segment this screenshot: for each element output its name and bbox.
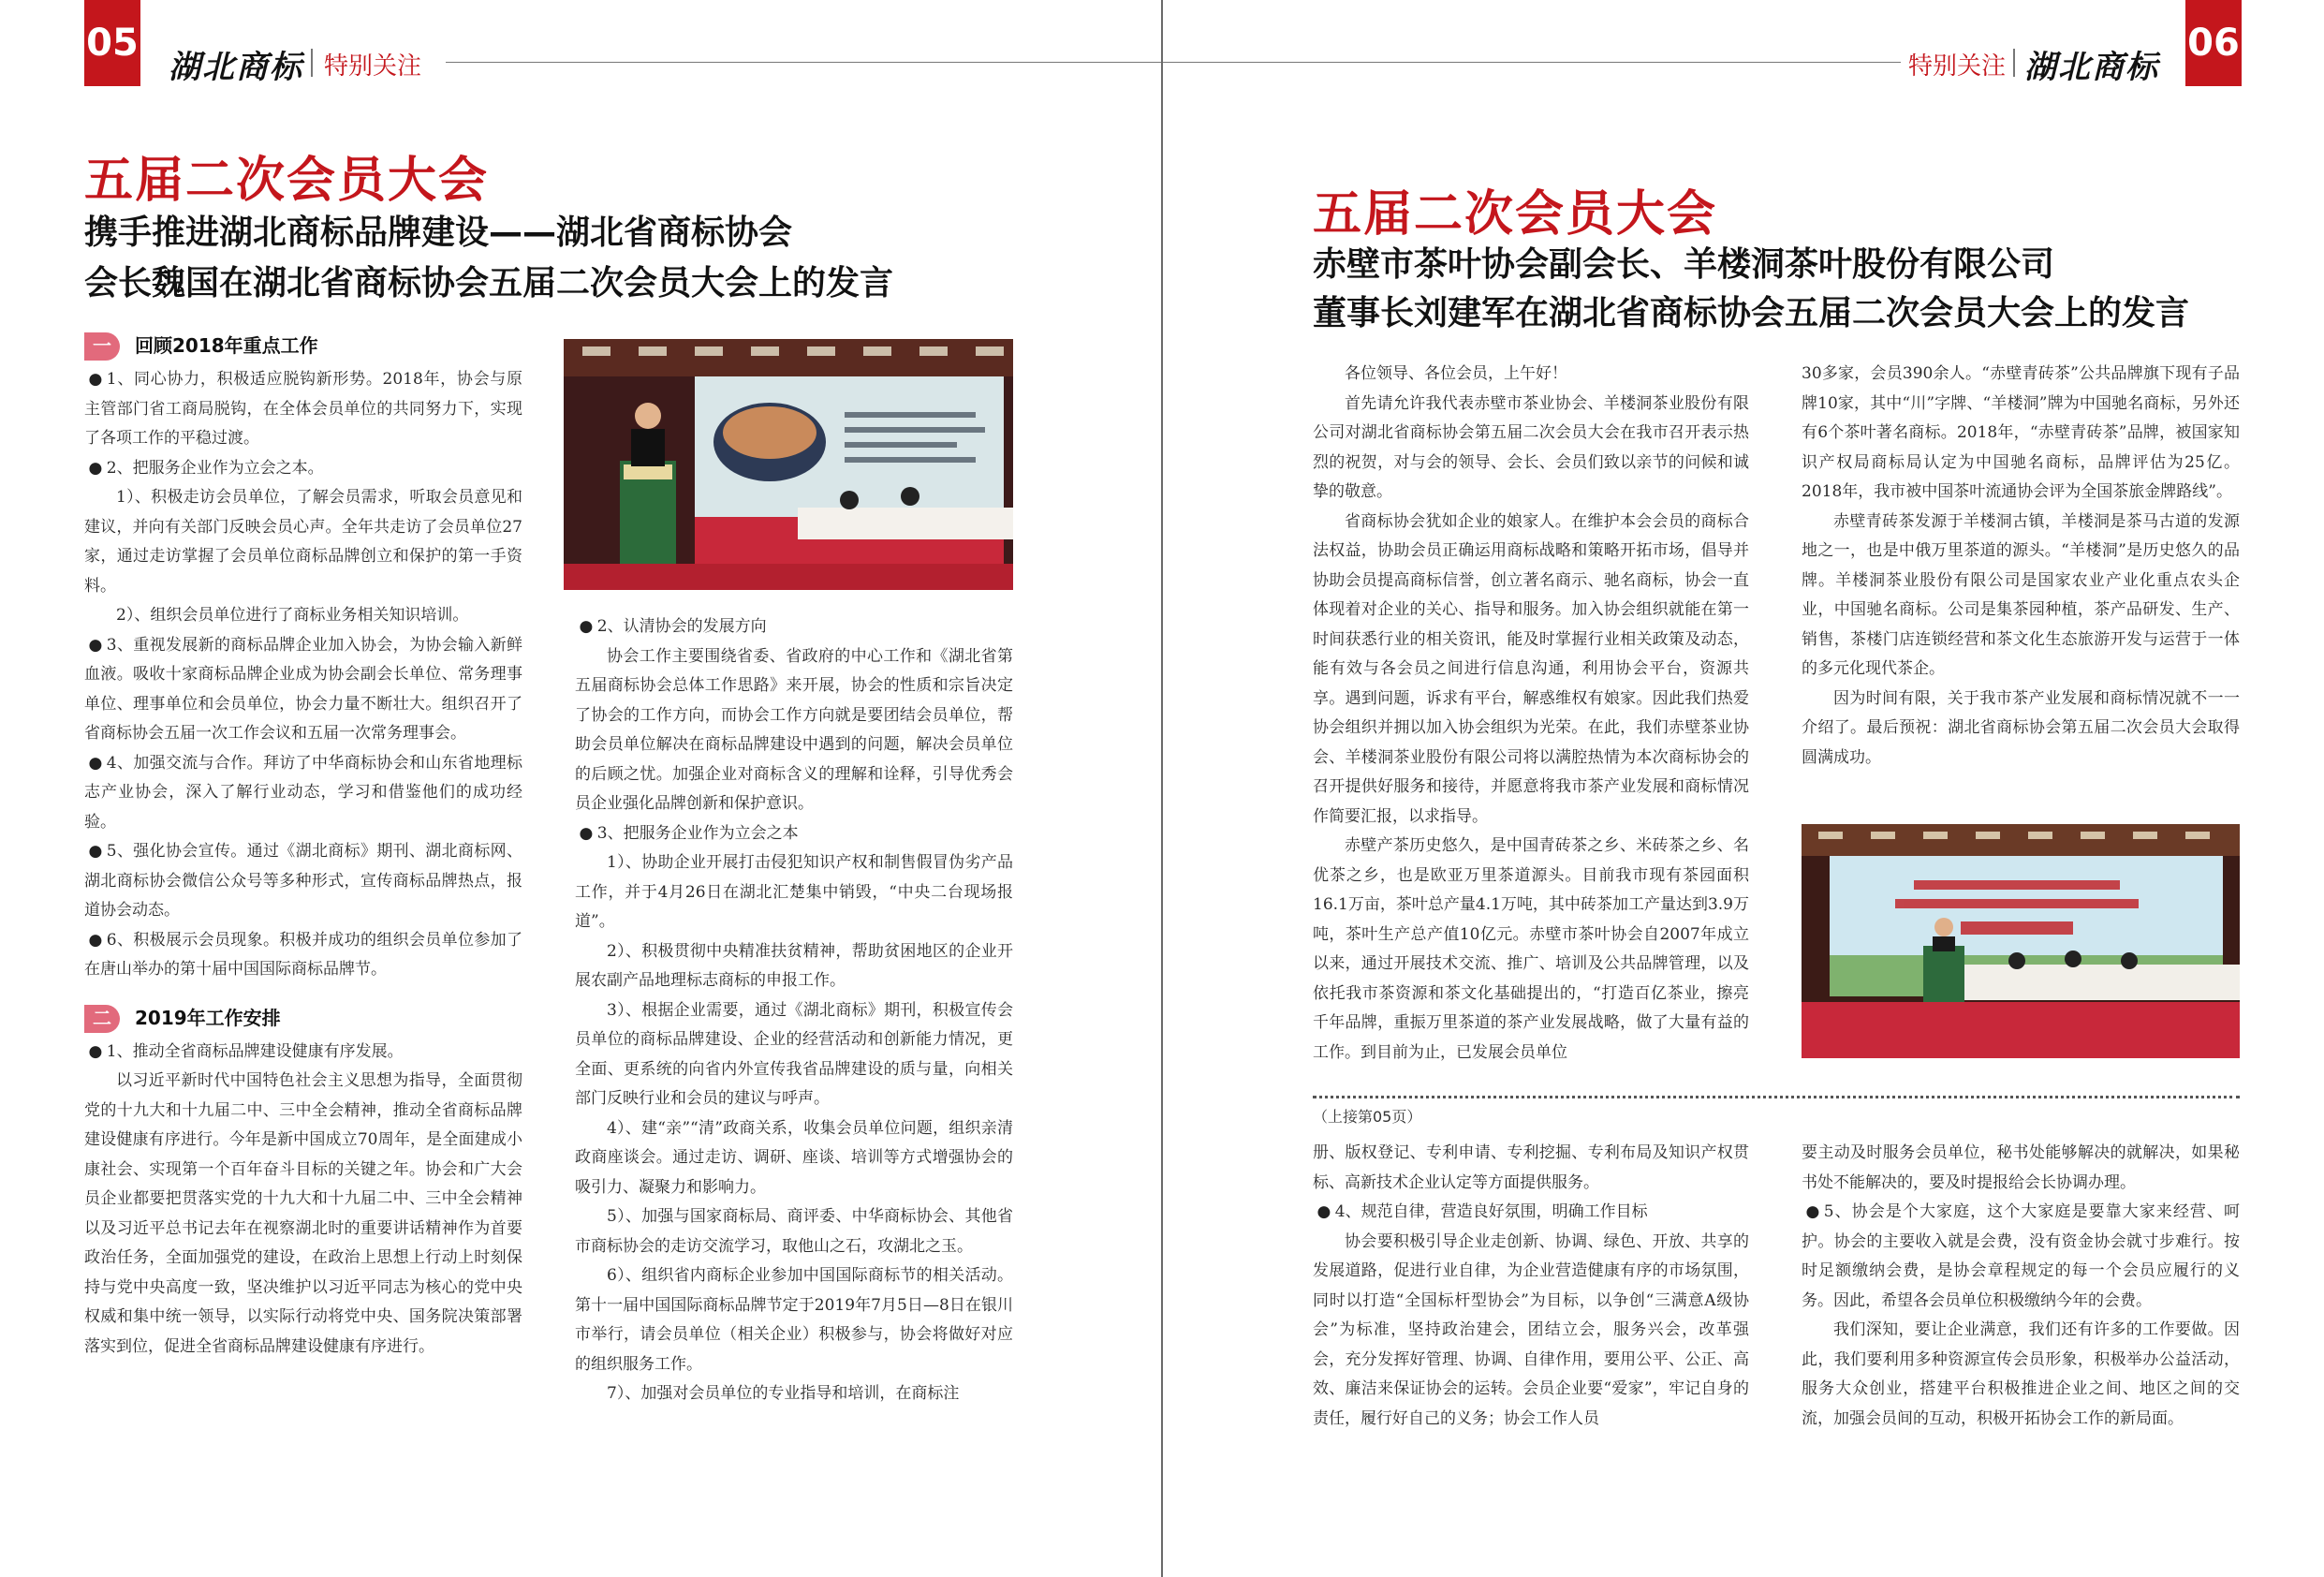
paragraph: 2）、积极贯彻中央精准扶贫精神，帮助贫困地区的企业开展农副产品地理标志商标的申报工作。 <box>575 941 1013 990</box>
paragraph: 要主动及时服务会员单位，秘书处能够解决的就解决，如果秘书处不能解决的，要及时提报给会长协调办理。 <box>1802 1143 2240 1192</box>
paragraph: ● 1、同心协力，积极适应脱钩新形势。2018年，协会与原主管部门省工商局脱钩，在全体会员单位的共同努力下，实现了各项工作的平稳过渡。 <box>84 370 522 448</box>
page-number-left: 05 <box>84 0 140 86</box>
section-header-plan <box>84 1002 522 1036</box>
left-column-1 <box>84 326 522 1362</box>
paragraph: 协会工作主要围绕省委、省政府的中心工作和《湖北省第五届商标协会总体工作思路》来开展，协会的性质和宗旨决定了协会的工作方向，而协会工作方向就是要团结会员单位，帮助会员单位解决在商标品牌建设中遇到的问题，解决会员单位的后顾之忧。加强企业对商标含义的理解和诠释，引导优秀会员企业强化品牌创新和保护意识。 <box>575 646 1013 813</box>
chibi-speech-photo <box>1802 824 2240 1058</box>
section-label: 2019年工作安排 <box>135 1006 281 1029</box>
paragraph: 首先请允许我代表赤壁市茶业协会、羊楼洞茶业股份有限公司对湖北省商标协会第五届二次会员大会在我市召开表示热烈的祝贺，对与会的领导、会长、会员们致以亲节的问候和诚挚的敬意。 <box>1313 393 1749 501</box>
brand-logo-left: 湖北商标 <box>169 49 303 86</box>
conference-title-right: 五届二次会员大会 <box>1313 186 1718 243</box>
paragraph: ● 2、认清协会的发展方向 <box>579 617 767 636</box>
paragraph: 赤壁产茶历史悠久，是中国青砖茶之乡、米砖茶之乡、名优茶之乡，也是欧亚万里茶道源头。目前我市现有茶园面积16.1万亩，茶叶总产量4.1万吨，其中砖茶加工产量达到3.9万吨，茶叶生产总产值10亿元。赤壁市茶叶协会自2007年成立以来，通过开展技术交流、推广、培训及公共品牌管理，以及依托我市茶资源和茶文化基础提出的，“打造百亿茶业，擦亮千年品牌，重振万里茶道的茶产业发展战略，做了大量有益的工作。到目前为止，已发展会员单位 <box>1313 836 1749 1062</box>
left-column-2 <box>575 612 1013 1409</box>
paragraph: ● 1、推动全省商标品牌建设健康有序发展。 <box>88 1041 404 1061</box>
paragraph: ● 5、强化协会宣传。通过《湖北商标》期刊、湖北商标网、湖北商标协会微信公众号等多种形式，宣传商标品牌热点，报道协会动态。 <box>84 842 522 920</box>
header-rule <box>446 62 1161 63</box>
header-rule <box>1163 62 1901 63</box>
paragraph: 赤壁青砖茶发源于羊楼洞古镇，羊楼洞是茶马古道的发源地之一，也是中俄万里茶道的源头。“羊楼洞”是历史悠久的品牌。羊楼洞茶业股份有限公司是国家农业产业化重点农头企业，中国驰名商标。公司是集茶园种植，茶产品研发、生产、销售，茶楼门店连锁经营和茶文化生态旅游开发与运营于一体的多元化现代茶企。 <box>1802 511 2240 678</box>
conference-stage-photo <box>564 339 1013 590</box>
right-column-1 <box>1313 360 1749 1068</box>
section-label: 回顾2018年重点工作 <box>135 334 318 358</box>
dotted-divider <box>1313 1096 2240 1098</box>
header-separator <box>2013 49 2015 77</box>
section-header-review <box>84 330 522 363</box>
left-page <box>0 0 1161 1577</box>
speech-title-right-1: 赤壁市茶叶协会副会长、羊楼洞茶叶股份有限公司 <box>1313 245 2055 284</box>
paragraph: 4）、建“亲”“清”政商关系，收集会员单位问题，组织亲清政商座谈会。通过走访、调研、座谈、培训等方式增强协会的吸引力、凝聚力和影响力。 <box>575 1118 1013 1197</box>
right-column-2 <box>1802 360 2240 773</box>
section-badge: 二 <box>84 1005 120 1033</box>
section-tag-right: 特别关注 <box>1908 52 2007 81</box>
paragraph: 因为时间有限，关于我市茶产业发展和商标情况就不一一介绍了。最后预祝：湖北省商标协会第五届二次会员大会取得圆满成功。 <box>1802 688 2240 767</box>
paragraph: 各位领导、各位会员，上午好！ <box>1345 364 1567 383</box>
paragraph: 协会要积极引导企业走创新、协调、绿色、开放、共享的发展道路，促进行业自律，为企业营造健康有序的市场氛围，同时以打造“全国标杆型协会”为目标，以争创“三满意A级协会”为标准，坚持政治建会，团结立会，服务兴会，改革强会，充分发挥好管理、协调、自律作用，要用公平、公正、高效、廉洁来保证协会的运转。会员企业要“爱家”，牢记自身的责任，履行好自己的义务；协会工作人员 <box>1313 1231 1749 1428</box>
paragraph: 6）、组织省内商标企业参加中国国际商标节的相关活动。第十一届中国国际商标品牌节定于2019年7月5日—8日在银川市举行，请会员单位（相关企业）积极参与，协会将做好对应的组织服务工作。 <box>575 1266 1013 1374</box>
right-page <box>1163 0 2324 1577</box>
page-number-right: 06 <box>2185 0 2242 86</box>
paragraph: ● 3、重视发展新的商标品牌企业加入协会，为协会输入新鲜血液。吸收十家商标品牌企业成为协会副会长单位、常务理事单位、理事单位和会员单位，协会力量不断壮大。组织召开了省商标协会五届一次工作会议和五届一次常务理事会。 <box>84 635 522 743</box>
paragraph: 以习近平新时代中国特色社会主义思想为指导，全面贯彻党的十九大和十九届二中、三中全会精神，推动全省商标品牌建设健康有序进行。今年是新中国成立70周年，是全面建成小康社会、实现第一个百年奋斗目标的关键之年。协会和广大会员企业都要把贯落实党的十九大和十九届二中、三中全会精神以及习近平总书记去年在视察湖北时的重要讲话精神作为首要政治任务，全面加强党的建设，在政治上思想上行动上时刻保持与党中央高度一致，坚决维护以习近平同志为核心的党中央权威和集中统一领导，以实际行动将党中央、国务院决策部署落实到位，促进全省商标品牌建设健康有序进行。 <box>84 1071 522 1356</box>
header-separator <box>311 49 313 77</box>
speech-title-left-2: 会长魏国在湖北省商标协会五届二次会员大会上的发言 <box>84 264 894 302</box>
paragraph: ● 3、把服务企业作为立会之本 <box>579 823 799 843</box>
paragraph: 省商标协会犹如企业的娘家人。在维护本会会员的商标合法权益，协助会员正确运用商标战略和策略开拓市场，倡导并协助会员提高商标信誉，创立著名商示、驰名商标，协会一直体现着对企业的关心、指导和服务。加入协会组织就能在第一时间获悉行业的相关资讯，能及时掌握行业相关政策及动态，能有效与各会员之间进行信息沟通，利用协会平台，资源共享。遇到问题，诉求有平台，解惑维权有娘家。因此我们热爱协会组织并拥以加入协会组织为光荣。在此，我们赤壁茶业协会、羊楼洞茶业股份有限公司将以满腔热情为本次商标协会的召开提供好服务和接待，并愿意将我市茶产业发展和商标情况作简要汇报，以求指导。 <box>1313 511 1749 826</box>
paragraph: ● 5、协会是个大家庭，这个大家庭是要靠大家来经营、呵护。协会的主要收入就是会费，没有资金协会就寸步难行。按时足额缴纳会费，是协会章程规定的每一个会员应履行的义务。因此，希望各会员单位积极缴纳今年的会费。 <box>1802 1202 2240 1310</box>
continued-note: （上接第05页） <box>1313 1108 1422 1126</box>
paragraph: ● 2、把服务企业作为立会之本。 <box>88 458 324 478</box>
paragraph: 我们深知，要让企业满意，我们还有许多的工作要做。因此，我们要利用多种资源宣传会员形象，积极举办公益活动，服务大众创业，搭建平台积极推进企业之间、地区之间的交流，加强会员间的互动，积极开拓协会工作的新局面。 <box>1802 1320 2240 1428</box>
speech-title-right-2: 董事长刘建军在湖北省商标协会五届二次会员大会上的发言 <box>1313 294 2190 332</box>
paragraph: 7）、加强对会员单位的专业指导和培训，在商标注 <box>607 1384 960 1403</box>
paragraph: 2）、组织会员单位进行了商标业务相关知识培训。 <box>116 606 469 625</box>
speech-title-left-1: 携手推进湖北商标品牌建设——湖北省商标协会 <box>84 214 793 252</box>
brand-logo-right: 湖北商标 <box>2024 49 2159 86</box>
paragraph: 1）、积极走访会员单位，了解会员需求，听取会员意见和建议，并向有关部门反映会员心声。全年共走访了会员单位27家，通过走访掌握了会员单位商标品牌创立和保护的第一手资料。 <box>84 488 522 596</box>
speech-photo-graphic <box>1802 824 2240 1058</box>
continuation-column-1 <box>1313 1139 1749 1434</box>
paragraph: ● 6、积极展示会员现象。积极并成功的组织会员单位参加了在唐山举办的第十届中国国际商标品牌节。 <box>84 930 522 979</box>
continuation-column-2 <box>1802 1139 2240 1434</box>
conference-title-left: 五届二次会员大会 <box>84 153 490 209</box>
section-badge: 一 <box>84 332 120 361</box>
stage-photo-graphic <box>564 339 1013 590</box>
paragraph: 5）、加强与国家商标局、商评委、中华商标协会、其他省市商标协会的走访交流学习，取他山之石，攻湖北之玉。 <box>575 1207 1013 1256</box>
paragraph: ● 4、规范自律，营造良好氛围，明确工作目标 <box>1316 1202 1648 1221</box>
paragraph: 30多家，会员390余人。“赤壁青砖茶”公共品牌旗下现有子品牌10家，其中“川”字牌、“羊楼洞”牌为中国驰名商标，另外还有6个茶叶著名商标。2018年，“赤壁青砖茶”品牌，被国家知识产权局商标局认定为中国驰名商标，品牌评估为25亿。2018年，我市被中国茶叶流通协会评为全国茶旅金牌路线”。 <box>1802 364 2240 501</box>
paragraph: 1）、协助企业开展打击侵犯知识产权和制售假冒伪劣产品工作，并于4月26日在湖北汇楚集中销毁，“中央二台现场报道”。 <box>575 853 1013 931</box>
paragraph: 3）、根据企业需要，通过《湖北商标》期刊，积极宣传会员单位的商标品牌建设、企业的经营活动和创新能力情况，更全面、更系统的向省内外宣传我省品牌建设的质与量，向相关部门反映行业和会员的建议与呼声。 <box>575 1000 1013 1108</box>
paragraph: 册、版权登记、专利申请、专利挖掘、专利布局及知识产权贯标、高新技术企业认定等方面提供服务。 <box>1313 1143 1749 1192</box>
section-tag-left: 特别关注 <box>324 52 422 81</box>
paragraph: ● 4、加强交流与合作。拜访了中华商标协会和山东省地理标志产业协会，深入了解行业动态，学习和借鉴他们的成功经验。 <box>84 753 522 832</box>
